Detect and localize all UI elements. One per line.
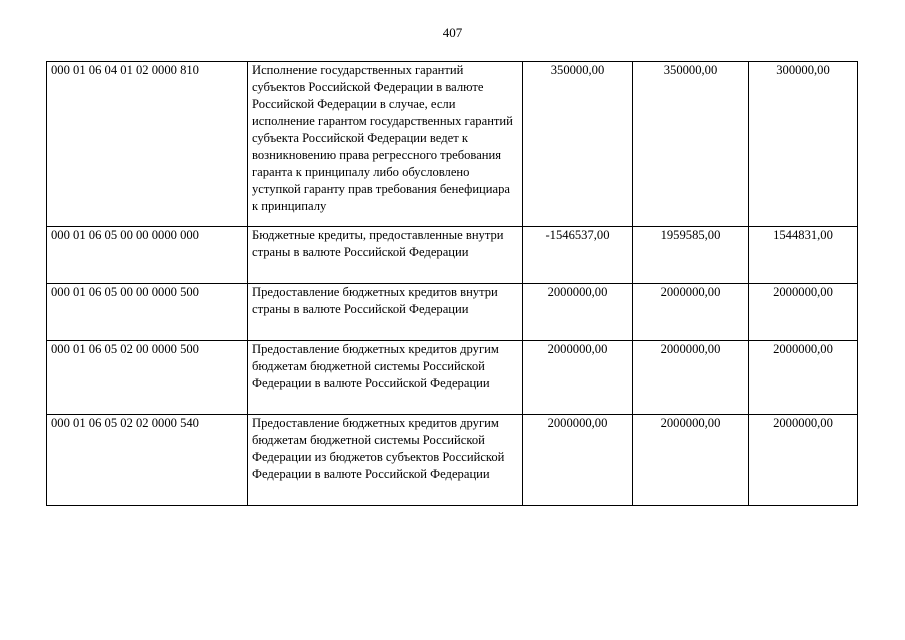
table-row — [47, 415, 858, 506]
row-value-1: -1546537,00 — [523, 227, 633, 284]
row-description: Предоставление бюджетных кредитов внутри страны в валюте Российской Федерации — [248, 284, 523, 341]
row-value-2: 350000,00 — [633, 62, 749, 227]
table-row — [47, 62, 858, 227]
row-value-1: 350000,00 — [523, 62, 633, 227]
row-value-2: 2000000,00 — [633, 415, 749, 506]
row-code: 000 01 06 05 00 00 0000 000 — [47, 227, 248, 284]
row-value-2: 2000000,00 — [633, 341, 749, 415]
row-description: Предоставление бюджетных кредитов другим бюджетам бюджетной системы Российской Федерации из бюджетов субъектов Российской Федерации в валюте Российской Федерации — [248, 415, 523, 506]
row-value-2: 2000000,00 — [633, 284, 749, 341]
budget-table — [46, 61, 858, 506]
row-value-3: 2000000,00 — [749, 415, 858, 506]
table-row — [47, 341, 858, 415]
row-value-3: 2000000,00 — [749, 284, 858, 341]
row-code: 000 01 06 05 02 00 0000 500 — [47, 341, 248, 415]
row-code: 000 01 06 04 01 02 0000 810 — [47, 62, 248, 227]
row-code: 000 01 06 05 02 02 0000 540 — [47, 415, 248, 506]
table-row — [47, 284, 858, 341]
row-value-1: 2000000,00 — [523, 415, 633, 506]
table-row — [47, 227, 858, 284]
row-value-1: 2000000,00 — [523, 284, 633, 341]
row-value-2: 1959585,00 — [633, 227, 749, 284]
row-description: Предоставление бюджетных кредитов другим бюджетам бюджетной системы Российской Федерации в валюте Российской Федерации — [248, 341, 523, 415]
row-code: 000 01 06 05 00 00 0000 500 — [47, 284, 248, 341]
row-value-3: 300000,00 — [749, 62, 858, 227]
row-description: Бюджетные кредиты, предоставленные внутри страны в валюте Российской Федерации — [248, 227, 523, 284]
row-value-3: 2000000,00 — [749, 341, 858, 415]
row-description: Исполнение государственных гарантий субъектов Российской Федерации в валюте Российской Федерации в случае, если исполнение гарантом государственных гарантий субъекта Российской Федерации ведет к возникновению права регрессного требования гаранта к принципалу либо обусловлено уступкой гаранту прав требования бенефициара к принципалу — [248, 62, 523, 227]
row-value-3: 1544831,00 — [749, 227, 858, 284]
page-number: 407 — [442, 25, 463, 40]
row-value-1: 2000000,00 — [523, 341, 633, 415]
